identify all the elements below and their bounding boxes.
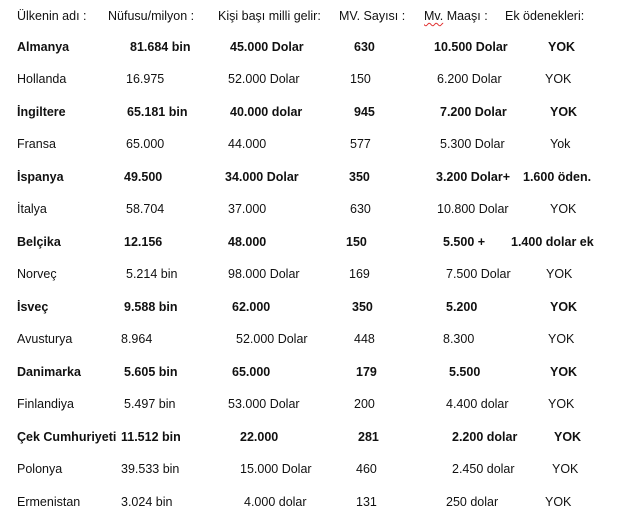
cell-salary: 5.300 Dolar bbox=[440, 137, 505, 151]
cell-seats: 350 bbox=[349, 170, 370, 184]
cell-extra: YOK bbox=[545, 495, 572, 509]
table-row bbox=[0, 330, 634, 348]
cell-population: 11.512 bin bbox=[121, 430, 181, 444]
table-row bbox=[0, 38, 634, 56]
cell-salary: 250 dolar bbox=[446, 495, 499, 509]
cell-income: 15.000 Dolar bbox=[240, 462, 312, 476]
cell-income: 48.000 bbox=[228, 235, 267, 249]
cell-seats: 150 bbox=[346, 235, 367, 249]
cell-population: 5.605 bin bbox=[124, 365, 178, 379]
cell-income: 52.000 Dolar bbox=[228, 72, 300, 86]
cell-country: Avusturya bbox=[17, 332, 73, 346]
cell-population: 49.500 bbox=[124, 170, 163, 184]
cell-extra: YOK bbox=[548, 332, 575, 346]
cell-population: 65.000 bbox=[126, 137, 165, 151]
table-row bbox=[0, 233, 634, 251]
table-row bbox=[0, 135, 634, 153]
cell-income: 34.000 Dolar bbox=[225, 170, 299, 184]
header-row bbox=[0, 7, 634, 25]
cell-population: 12.156 bbox=[124, 235, 163, 249]
header-country: Ülkenin adı : bbox=[17, 9, 87, 23]
cell-salary: 2.200 dolar bbox=[452, 430, 518, 444]
cell-seats: 350 bbox=[352, 300, 373, 314]
cell-income: 98.000 Dolar bbox=[228, 267, 300, 281]
cell-extra: YOK bbox=[548, 40, 576, 54]
cell-income: 40.000 dolar bbox=[230, 105, 303, 119]
cell-extra: YOK bbox=[548, 397, 575, 411]
cell-income: 45.000 Dolar bbox=[230, 40, 304, 54]
cell-income: 22.000 bbox=[240, 430, 279, 444]
cell-income: 37.000 bbox=[228, 202, 267, 216]
cell-salary: 3.200 Dolar+ bbox=[436, 170, 511, 184]
cell-country: İspanya bbox=[17, 170, 64, 184]
table-row bbox=[0, 493, 634, 511]
cell-seats: 200 bbox=[354, 397, 375, 411]
cell-country: Danimarka bbox=[17, 365, 81, 379]
cell-country: Polonya bbox=[17, 462, 63, 476]
header-salary bbox=[424, 7, 488, 25]
cell-salary: 7.500 Dolar bbox=[446, 267, 511, 281]
cell-income: 44.000 bbox=[228, 137, 267, 151]
cell-income: 65.000 bbox=[232, 365, 271, 379]
table-row bbox=[0, 298, 634, 316]
cell-salary: 5.500 + bbox=[443, 235, 486, 249]
cell-extra: 1.400 dolar ek bbox=[511, 235, 594, 249]
cell-seats: 448 bbox=[354, 332, 375, 346]
cell-salary: 10.800 Dolar bbox=[437, 202, 509, 216]
cell-seats: 281 bbox=[358, 430, 379, 444]
cell-population: 3.024 bin bbox=[121, 495, 173, 509]
cell-salary: 4.400 dolar bbox=[446, 397, 509, 411]
cell-country: Almanya bbox=[17, 40, 70, 54]
cell-salary: 5.500 bbox=[449, 365, 481, 379]
table-row bbox=[0, 428, 634, 446]
cell-salary: 5.200 bbox=[446, 300, 478, 314]
cell-seats: 169 bbox=[349, 267, 370, 281]
cell-country: Çek Cumhuriyeti bbox=[17, 430, 117, 444]
header-population: Nüfusu/milyon : bbox=[108, 9, 195, 23]
cell-population: 81.684 bin bbox=[130, 40, 191, 54]
table-row bbox=[0, 460, 634, 478]
cell-extra: YOK bbox=[552, 462, 579, 476]
cell-population: 16.975 bbox=[126, 72, 165, 86]
cell-population: 5.214 bin bbox=[126, 267, 178, 281]
cell-salary: 6.200 Dolar bbox=[437, 72, 502, 86]
cell-population: 5.497 bin bbox=[124, 397, 176, 411]
cell-extra: YOK bbox=[545, 72, 572, 86]
cell-income: 53.000 Dolar bbox=[228, 397, 300, 411]
cell-country: Ermenistan bbox=[17, 495, 81, 509]
table-row bbox=[0, 395, 634, 413]
cell-country: İtalya bbox=[17, 202, 47, 216]
cell-country: Fransa bbox=[17, 137, 56, 151]
cell-extra: YOK bbox=[546, 267, 573, 281]
table-row bbox=[0, 70, 634, 88]
cell-extra: YOK bbox=[550, 365, 578, 379]
table-row bbox=[0, 103, 634, 121]
header-extra: Ek ödenekleri: bbox=[505, 9, 585, 23]
cell-extra: YOK bbox=[550, 300, 578, 314]
cell-population: 39.533 bin bbox=[121, 462, 180, 476]
cell-income: 52.000 Dolar bbox=[236, 332, 308, 346]
cell-seats: 150 bbox=[350, 72, 371, 86]
cell-country: Belçika bbox=[17, 235, 61, 249]
cell-country: İngiltere bbox=[17, 105, 66, 119]
cell-seats: 460 bbox=[356, 462, 377, 476]
cell-seats: 577 bbox=[350, 137, 371, 151]
header-salary-rest: Maaşı : bbox=[443, 9, 488, 23]
cell-population: 8.964 bbox=[121, 332, 153, 346]
cell-population: 65.181 bin bbox=[127, 105, 188, 119]
cell-income: 62.000 bbox=[232, 300, 271, 314]
cell-seats: 131 bbox=[356, 495, 377, 509]
table-row bbox=[0, 363, 634, 381]
cell-country: Finlandiya bbox=[17, 397, 74, 411]
cell-salary: 10.500 Dolar bbox=[434, 40, 508, 54]
table-row bbox=[0, 265, 634, 283]
cell-country: Hollanda bbox=[17, 72, 67, 86]
cell-salary: 7.200 Dolar bbox=[440, 105, 507, 119]
cell-extra: YOK bbox=[554, 430, 582, 444]
cell-extra: Yok bbox=[550, 137, 571, 151]
table-row bbox=[0, 200, 634, 218]
header-income: Kişi başı milli gelir: bbox=[218, 9, 321, 23]
spellcheck-word: Mv. bbox=[424, 9, 444, 23]
cell-population: 58.704 bbox=[126, 202, 165, 216]
cell-salary: 2.450 dolar bbox=[452, 462, 515, 476]
cell-seats: 179 bbox=[356, 365, 377, 379]
cell-population: 9.588 bin bbox=[124, 300, 178, 314]
table-row bbox=[0, 168, 634, 186]
cell-extra: YOK bbox=[550, 202, 577, 216]
cell-salary: 8.300 bbox=[443, 332, 475, 346]
header-seats: MV. Sayısı : bbox=[339, 9, 406, 23]
cell-income: 4.000 dolar bbox=[244, 495, 307, 509]
cell-seats: 630 bbox=[350, 202, 371, 216]
cell-country: Norveç bbox=[17, 267, 57, 281]
cell-extra: 1.600 öden. bbox=[523, 170, 592, 184]
cell-seats: 630 bbox=[354, 40, 375, 54]
cell-seats: 945 bbox=[354, 105, 375, 119]
cell-extra: YOK bbox=[550, 105, 578, 119]
cell-country: İsveç bbox=[17, 300, 49, 314]
